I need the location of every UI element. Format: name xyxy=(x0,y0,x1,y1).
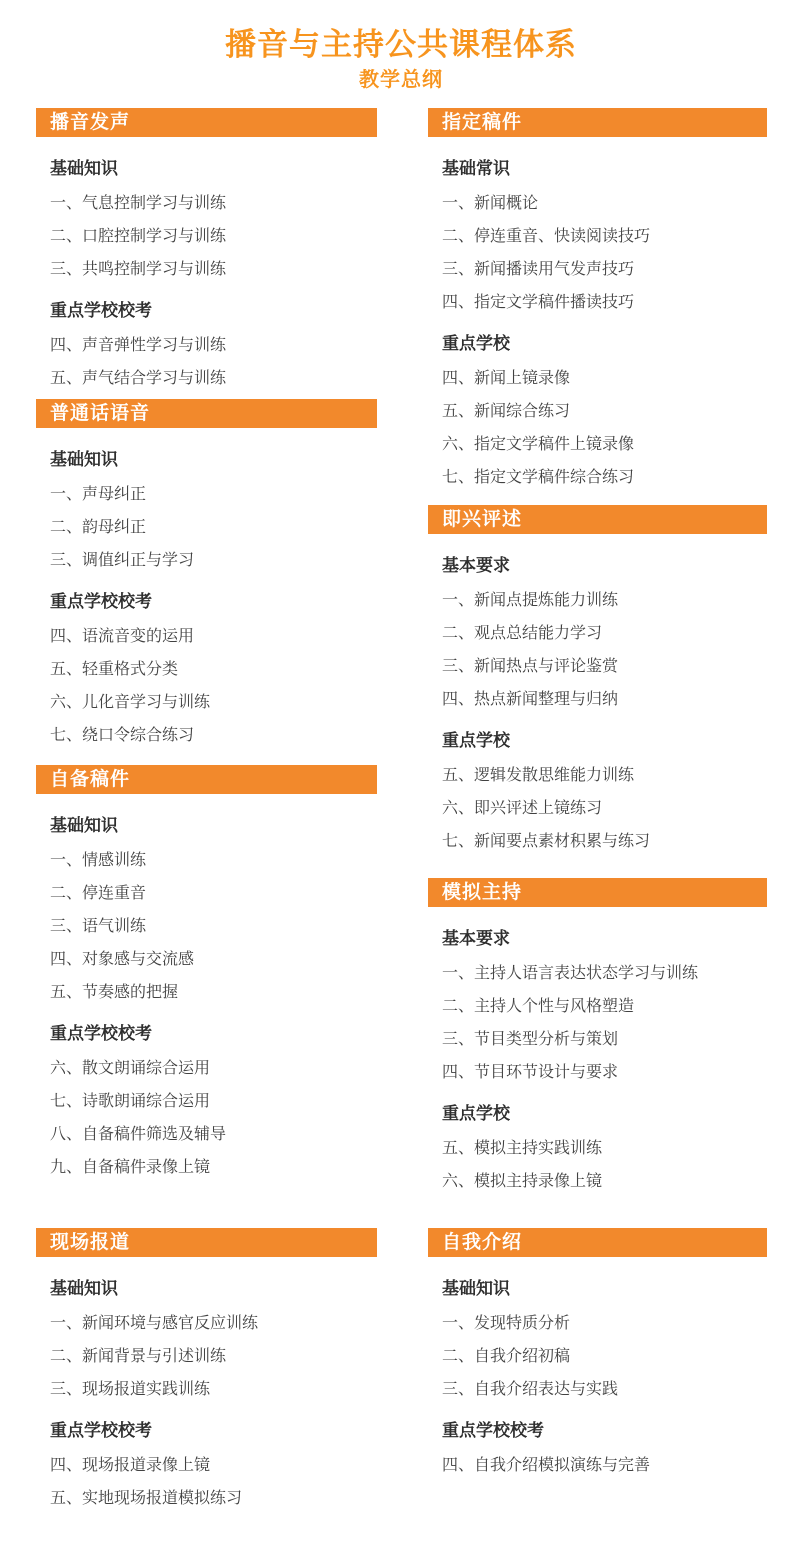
group-heading: 重点学校校考 xyxy=(442,1421,544,1441)
section-title-bar xyxy=(428,1228,767,1257)
group-heading: 重点学校校考 xyxy=(50,301,152,321)
section-right-4 xyxy=(428,1228,767,1475)
group-heading: 基础知识 xyxy=(50,159,118,179)
course-item: 二、停连重音、快读阅读技巧 xyxy=(442,226,651,245)
course-item: 五、实地现场报道模拟练习 xyxy=(50,1488,243,1507)
section-title: 模拟主持 xyxy=(442,881,523,903)
course-item: 四、对象感与交流感 xyxy=(50,949,195,968)
group-heading: 重点学校 xyxy=(442,731,510,751)
course-item: 五、节奏感的把握 xyxy=(50,982,179,1001)
course-item: 五、声气结合学习与训练 xyxy=(50,368,227,387)
course-item: 七、新闻要点素材积累与练习 xyxy=(442,831,651,850)
section-title: 现场报道 xyxy=(50,1231,131,1253)
group-heading: 重点学校 xyxy=(442,334,510,354)
section-title: 自备稿件 xyxy=(50,768,131,790)
course-group xyxy=(36,450,377,570)
group-heading: 重点学校校考 xyxy=(50,1421,152,1441)
group-heading: 基础知识 xyxy=(50,816,118,836)
course-item: 二、新闻背景与引述训练 xyxy=(50,1346,227,1365)
course-item: 四、自我介绍模拟演练与完善 xyxy=(442,1455,651,1474)
course-item: 七、绕口令综合练习 xyxy=(50,725,195,744)
section-title: 即兴评述 xyxy=(442,508,523,530)
course-item: 四、语流音变的运用 xyxy=(50,626,195,645)
course-item: 三、语气训练 xyxy=(50,916,147,935)
group-heading: 重点学校 xyxy=(442,1104,510,1124)
course-item: 六、即兴评述上镜练习 xyxy=(442,798,603,817)
group-heading: 基础知识 xyxy=(442,1279,510,1299)
course-group xyxy=(428,731,767,851)
course-item: 四、热点新闻整理与归纳 xyxy=(442,689,619,708)
course-item: 二、口腔控制学习与训练 xyxy=(50,226,227,245)
left-column xyxy=(36,0,377,1559)
course-item: 四、节目环节设计与要求 xyxy=(442,1062,619,1081)
course-item: 一、主持人语言表达状态学习与训练 xyxy=(442,963,699,982)
course-item: 一、气息控制学习与训练 xyxy=(50,193,227,212)
course-group xyxy=(428,1279,767,1399)
page-subtitle: 教学总纲 xyxy=(359,67,443,91)
right-column xyxy=(428,0,767,1559)
course-item: 九、自备稿件录像上镜 xyxy=(50,1157,211,1176)
course-item: 二、自我介绍初稿 xyxy=(442,1346,571,1365)
course-item: 三、节目类型分析与策划 xyxy=(442,1029,619,1048)
course-item: 五、逻辑发散思维能力训练 xyxy=(442,765,635,784)
course-item: 一、新闻点提炼能力训练 xyxy=(442,590,619,609)
course-item: 六、模拟主持录像上镜 xyxy=(442,1171,603,1190)
course-group xyxy=(428,334,767,487)
course-item: 六、儿化音学习与训练 xyxy=(50,692,211,711)
group-heading: 基础知识 xyxy=(50,1279,118,1299)
course-item: 六、散文朗诵综合运用 xyxy=(50,1058,211,1077)
course-item: 二、主持人个性与风格塑造 xyxy=(442,996,635,1015)
section-left-4 xyxy=(36,1228,377,1508)
course-item: 二、观点总结能力学习 xyxy=(442,623,603,642)
section-title: 自我介绍 xyxy=(442,1231,523,1253)
section-title-bar xyxy=(36,765,377,794)
section-title-bar xyxy=(36,1228,377,1257)
course-item: 七、指定文学稿件综合练习 xyxy=(442,467,635,486)
section-left-1 xyxy=(36,108,377,388)
course-group xyxy=(36,301,377,388)
course-item: 三、自我介绍表达与实践 xyxy=(442,1379,619,1398)
section-left-2 xyxy=(36,399,377,745)
course-item: 七、诗歌朗诵综合运用 xyxy=(50,1091,211,1110)
course-group xyxy=(428,159,767,312)
section-title-bar xyxy=(428,108,767,137)
course-item: 四、声音弹性学习与训练 xyxy=(50,335,227,354)
course-group xyxy=(428,1104,767,1191)
course-item: 一、发现特质分析 xyxy=(442,1313,571,1332)
section-right-3 xyxy=(428,878,767,1191)
course-item: 五、新闻综合练习 xyxy=(442,401,571,420)
group-heading: 基础知识 xyxy=(50,450,118,470)
course-group xyxy=(428,1421,767,1475)
course-group xyxy=(36,159,377,279)
section-title: 播音发声 xyxy=(50,111,131,133)
course-group xyxy=(428,556,767,709)
course-item: 一、声母纠正 xyxy=(50,484,147,503)
group-heading: 基本要求 xyxy=(442,929,510,949)
course-item: 八、自备稿件筛选及辅导 xyxy=(50,1124,227,1143)
course-item: 一、情感训练 xyxy=(50,850,147,869)
section-title-bar xyxy=(36,108,377,137)
group-heading: 基础常识 xyxy=(442,159,510,179)
section-title: 指定稿件 xyxy=(442,111,523,133)
course-item: 一、新闻环境与感官反应训练 xyxy=(50,1313,259,1332)
course-item: 二、韵母纠正 xyxy=(50,517,147,536)
course-item: 三、共鸣控制学习与训练 xyxy=(50,259,227,278)
course-item: 三、新闻播读用气发声技巧 xyxy=(442,259,635,278)
course-group xyxy=(36,816,377,1002)
course-item: 一、新闻概论 xyxy=(442,193,539,212)
section-right-2 xyxy=(428,505,767,851)
course-item: 二、停连重音 xyxy=(50,883,147,902)
course-item: 三、调值纠正与学习 xyxy=(50,550,195,569)
course-item: 四、现场报道录像上镜 xyxy=(50,1455,211,1474)
section-title: 普通话语音 xyxy=(50,402,151,424)
section-title-bar xyxy=(36,399,377,428)
group-heading: 重点学校校考 xyxy=(50,592,152,612)
section-title-bar xyxy=(428,505,767,534)
group-heading: 基本要求 xyxy=(442,556,510,576)
course-item: 四、指定文学稿件播读技巧 xyxy=(442,292,635,311)
section-title-bar xyxy=(428,878,767,907)
group-heading: 重点学校校考 xyxy=(50,1024,152,1044)
course-group xyxy=(36,1024,377,1177)
course-group xyxy=(36,592,377,745)
course-item: 五、模拟主持实践训练 xyxy=(442,1138,603,1157)
course-group xyxy=(428,929,767,1082)
course-item: 四、新闻上镜录像 xyxy=(442,368,571,387)
course-item: 三、现场报道实践训练 xyxy=(50,1379,211,1398)
course-item: 六、指定文学稿件上镜录像 xyxy=(442,434,635,453)
course-item: 三、新闻热点与评论鉴赏 xyxy=(442,656,619,675)
section-left-3 xyxy=(36,765,377,1177)
page-title: 播音与主持公共课程体系 xyxy=(225,27,577,63)
course-item: 五、轻重格式分类 xyxy=(50,659,179,678)
section-right-1 xyxy=(428,108,767,487)
course-group xyxy=(36,1279,377,1399)
course-group xyxy=(36,1421,377,1508)
